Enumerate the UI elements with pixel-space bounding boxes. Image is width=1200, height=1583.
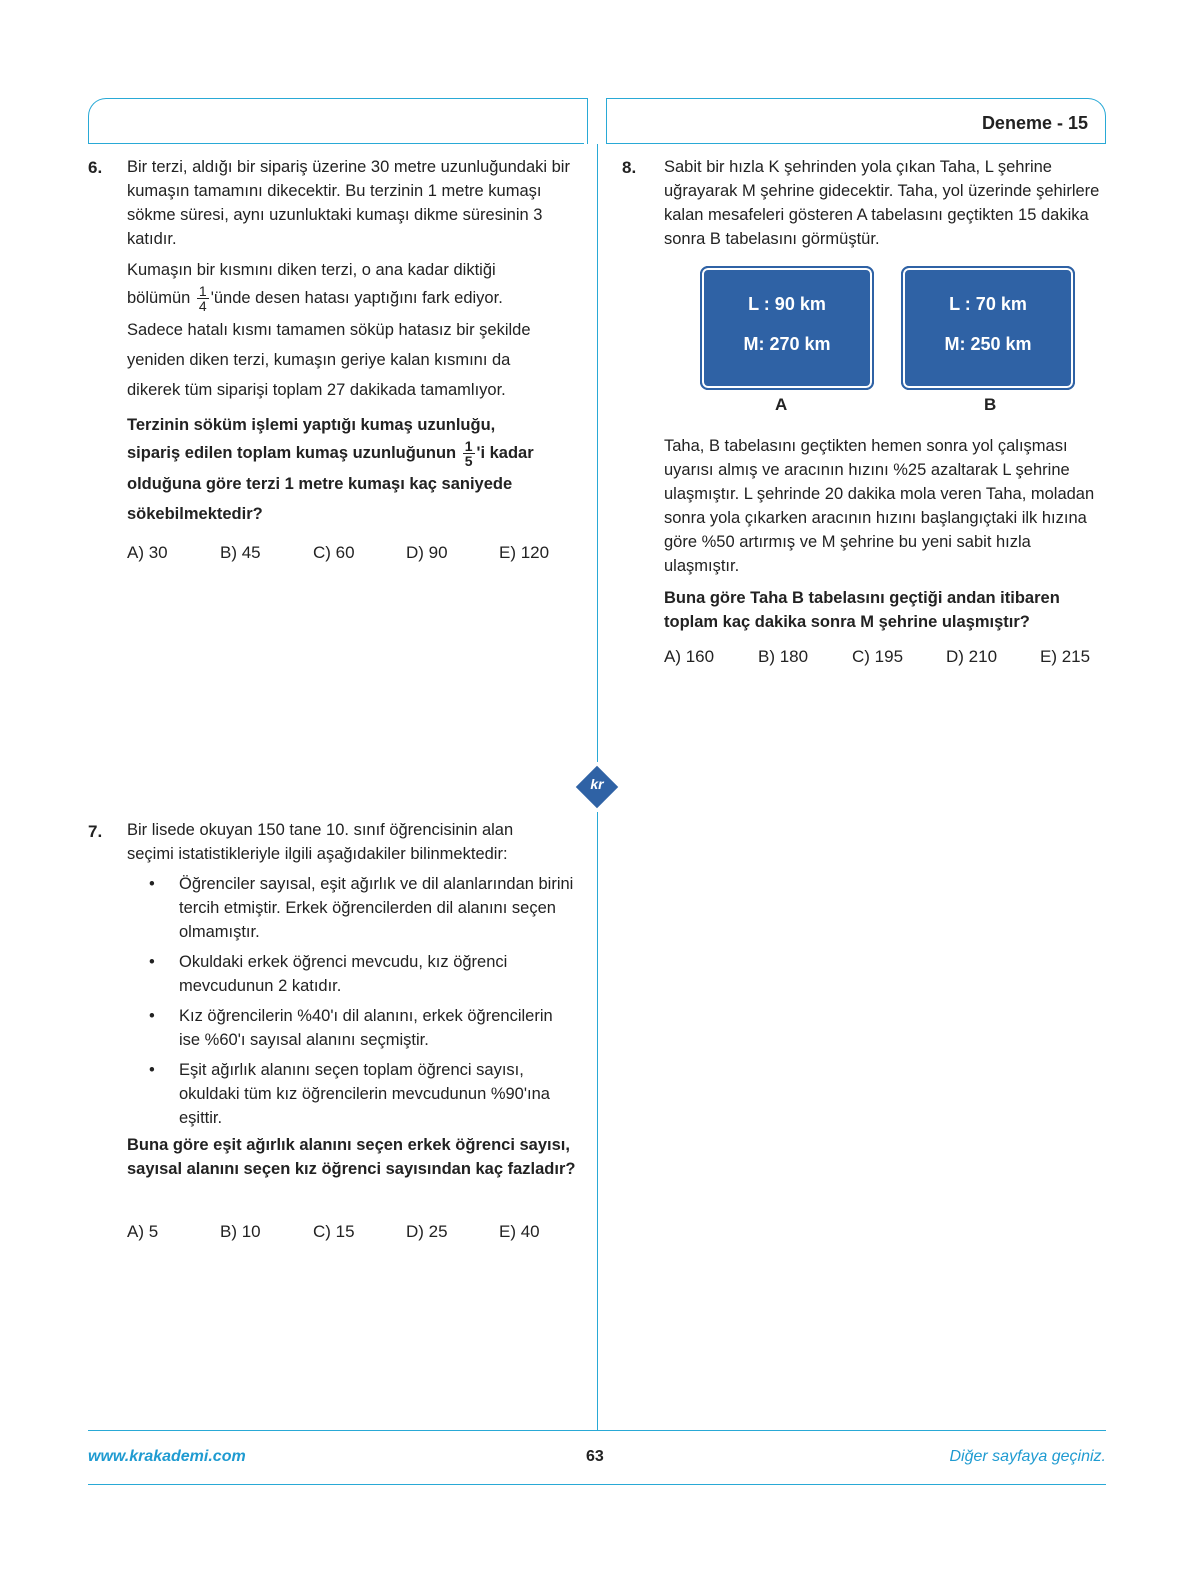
header-rule-left — [88, 143, 584, 144]
bullet-text: Öğrenciler sayısal, eşit ağırlık ve dil alanlarından birini tercih etmiştir. Erkek öğrencilerden dil alanını seçen olmamıştır. — [179, 875, 574, 941]
sign-b-line-2: M: 250 km — [944, 334, 1032, 354]
footer-website-link[interactable]: www.krakademi.com — [88, 1448, 246, 1465]
sign-b-line-1: L : 70 km — [949, 294, 1027, 314]
question-6-prompt-d: sökebilmektedir? — [127, 505, 263, 523]
question-6-number: 6. — [88, 158, 103, 177]
footer-rule-top — [88, 1430, 1106, 1431]
text-fragment: 'i kadar — [476, 444, 534, 462]
answer-option-a[interactable]: A) 30 — [127, 543, 168, 562]
bullet-item — [127, 872, 577, 944]
question-6-paragraph-2e: dikerek tüm siparişi toplam 27 dakikada tamamlıyor. — [127, 381, 506, 399]
answer-option-a[interactable]: A) 160 — [664, 647, 715, 666]
question-6-paragraph-1: Bir terzi, aldığı bir sipariş üzerine 30 metre uzunluğundaki bir kumaşın tamamını dikecektir. Bu terzinin 1 metre kumaşı sökme süresi, aynı uzunluktaki kumaşı dikme süresinin 3 katıdır. — [127, 158, 570, 248]
question-6-paragraph-2d: yeniden diken terzi, kumaşın geriye kalan kısmını da — [127, 351, 511, 369]
question-6-paragraph-2a: Kumaşın bir kısmını diken terzi, o ana kadar diktiği — [127, 261, 496, 279]
header-frame-left — [88, 98, 588, 144]
sign-b-label: B — [984, 395, 997, 414]
bullet-item — [127, 1058, 577, 1130]
question-6-prompt-b — [127, 437, 577, 469]
text-fragment: sipariş edilen toplam kumaş uzunluğunun — [127, 444, 457, 462]
page-title: Deneme - 15 — [981, 113, 1088, 133]
bullet-text: Kız öğrencilerin %40'ı dil alanını, erkek öğrencilerin ise %60'ı sayısal alanını seçmiştir. — [179, 1007, 553, 1049]
answer-option-d[interactable]: D) 210 — [946, 647, 998, 666]
question-7-prompt: Buna göre eşit ağırlık alanını seçen erkek öğrenci sayısı, sayısal alanını seçen kız öğrenci sayısından kaç fazladır? — [127, 1136, 576, 1178]
bullet-dot: • — [149, 953, 155, 971]
road-sign-a — [702, 268, 872, 388]
sign-a-label: A — [775, 395, 788, 414]
fraction-numerator: 1 — [198, 283, 207, 300]
question-8-intro: Sabit bir hızla K şehrinden yola çıkan Taha, L şehrine uğrayarak M şehrine gidecektir. Taha, yol üzerinde şehirlere kalan mesafeleri gösteren A tabelasını geçtikten 15 dakika sonra B tabelasını görmüştür. — [664, 158, 1100, 248]
answer-option-a[interactable]: A) 5 — [127, 1222, 159, 1241]
fraction-numerator: 1 — [464, 438, 473, 455]
bullet-dot: • — [149, 875, 155, 893]
header-rule-right — [606, 143, 1106, 144]
text-fragment: 'ünde desen hatası yaptığını fark ediyor. — [210, 289, 503, 307]
answer-option-c[interactable]: C) 15 — [313, 1222, 355, 1241]
question-6-prompt-a: Terzinin söküm işlemi yaptığı kumaş uzunluğu, — [127, 416, 496, 434]
answer-option-d[interactable]: D) 25 — [406, 1222, 448, 1241]
sign-a-line-1: L : 90 km — [748, 294, 826, 314]
footer-rule-bottom — [88, 1484, 1106, 1485]
question-6-paragraph-2b — [127, 283, 577, 313]
bullet-item — [127, 1004, 577, 1052]
text-fragment: bölümün — [127, 289, 191, 307]
page-number: 63 — [586, 1448, 604, 1465]
answer-option-e[interactable]: E) 120 — [499, 543, 550, 562]
bullet-text: Okuldaki erkek öğrenci mevcudu, kız öğrenci mevcudunun 2 katıdır. — [179, 953, 508, 995]
answer-option-c[interactable]: C) 195 — [852, 647, 904, 666]
footer-next-page-note: Diğer sayfaya geçiniz. — [949, 1448, 1106, 1465]
fraction-denominator: 5 — [464, 453, 473, 470]
question-8-number: 8. — [622, 158, 637, 177]
answer-option-b[interactable]: B) 180 — [758, 647, 809, 666]
column-divider-bottom — [597, 812, 598, 1430]
question-6-prompt-c: olduğuna göre terzi 1 metre kumaşı kaç saniyede — [127, 475, 513, 493]
question-7-intro: Bir lisede okuyan 150 tane 10. sınıf öğrencisinin alan seçimi istatistikleriyle ilgili aşağıdakiler bilinmektedir: — [127, 821, 514, 863]
fraction-one-quarter — [197, 284, 209, 313]
bullet-text: Eşit ağırlık alanını seçen toplam öğrenci sayısı, okuldaki tüm kız öğrencilerin mevcudunun %90'ına eşittir. — [179, 1061, 550, 1127]
answer-option-e[interactable]: E) 215 — [1040, 647, 1091, 666]
column-divider-top — [597, 144, 598, 762]
question-7-bullet-list — [127, 872, 577, 1136]
fraction-denominator: 4 — [198, 298, 207, 315]
bullet-dot: • — [149, 1061, 155, 1079]
answer-option-e[interactable]: E) 40 — [499, 1222, 540, 1241]
question-6-paragraph-2c: Sadece hatalı kısmı tamamen söküp hatasız bir şekilde — [127, 321, 531, 339]
publisher-logo-text: kr — [590, 776, 604, 792]
bullet-dot: • — [149, 1007, 155, 1025]
answer-option-c[interactable]: C) 60 — [313, 543, 355, 562]
road-sign-b — [903, 268, 1073, 388]
sign-a-line-2: M: 270 km — [743, 334, 831, 354]
answer-option-b[interactable]: B) 10 — [220, 1222, 261, 1241]
bullet-item — [127, 950, 577, 998]
question-8-body: Taha, B tabelasını geçtikten hemen sonra yol çalışması uyarısı almış ve aracının hızını %25 azaltarak L şehrine ulaşmıştır. L şehrinde 20 dakika mola veren Taha, moladan sonra yola çıkarken aracının hızını başlangıçtaki ilk hızına göre %50 artırmış ve M şehrine bu yeni sabit hızla ulaşmıştır. — [664, 437, 1095, 575]
answer-option-b[interactable]: B) 45 — [220, 543, 261, 562]
question-7-number: 7. — [88, 822, 103, 841]
answer-option-d[interactable]: D) 90 — [406, 543, 448, 562]
fraction-one-fifth — [463, 439, 475, 468]
question-8-prompt: Buna göre Taha B tabelasını geçtiği andan itibaren toplam kaç dakika sonra M şehrine ulaşmıştır? — [664, 589, 1060, 631]
